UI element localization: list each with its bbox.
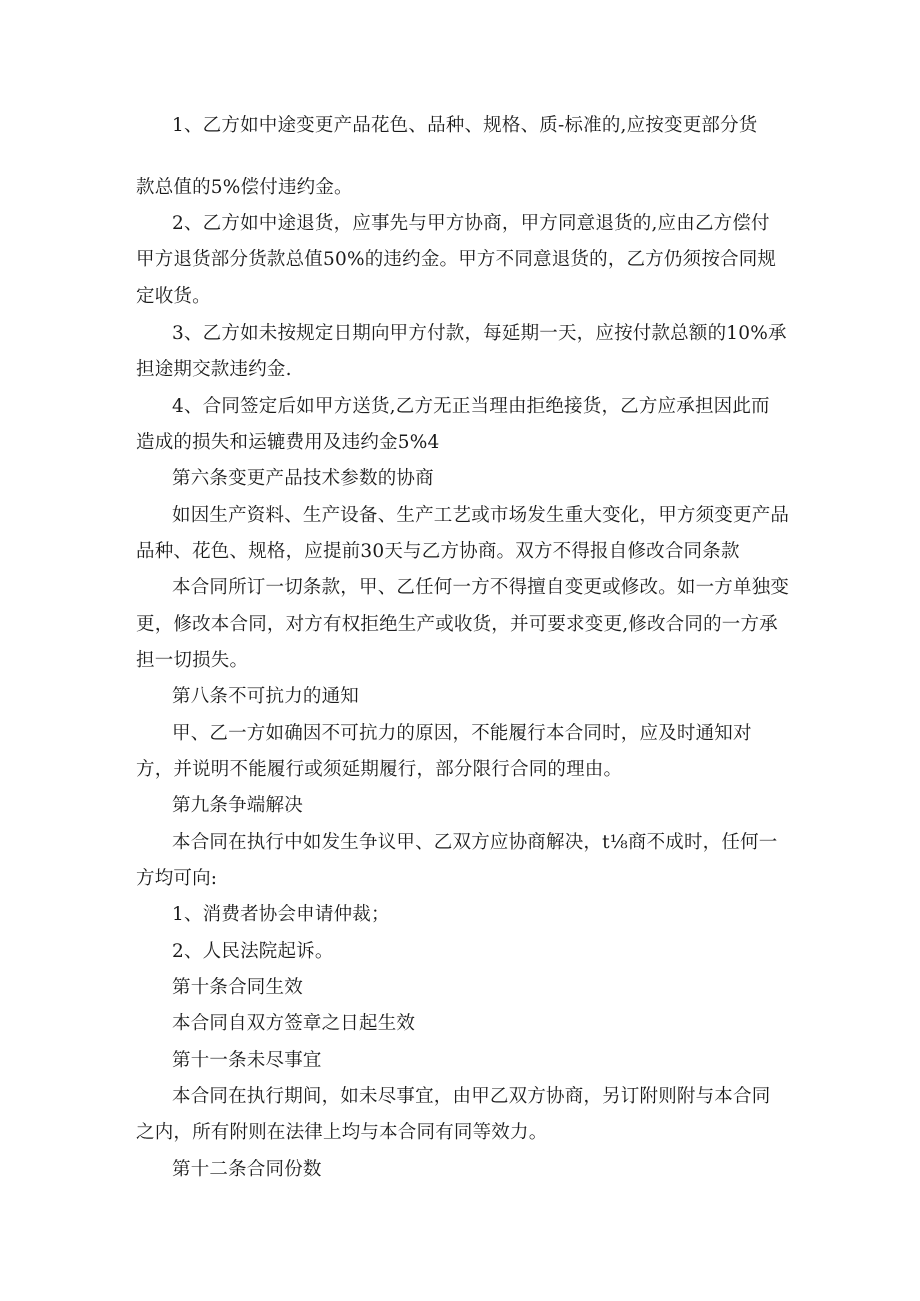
article-12-heading: 第十二条合同份数 [172,1159,322,1180]
article-10-line-1: 本合同自双方签章之日起生效 [172,1013,416,1034]
clause-1-line-2: 款总值的5%偿付违约金。 [136,177,353,198]
article-8-line-1: 甲、乙一方如确因不可抗力的原因，不能履行本合同时，应及时通知对 [172,723,752,744]
article-6-line-2: 品种、花色、规格，应提前30天与乙方协商。双方不得报自修改合同条款 [136,541,740,562]
clause-2-line-2: 甲方退货部分货款总值50%的违约金。甲方不同意退货的，乙方仍须按合同规 [136,249,777,270]
clause-3-line-2: 担途期交款违约金. [136,359,292,380]
article-6-heading: 第六条变更产品技术参数的协商 [172,468,434,489]
article-9-heading: 第九条争端解决 [172,795,303,816]
clause-4-line-1: 4、合同签定后如甲方送货,乙方无正当理由拒绝接货，乙方应承担因此而 [172,396,770,417]
article-11-line-2: 之内，所有附则在法律上均与本合同有同等效力。 [136,1122,548,1143]
clause-1-line-1: 1、乙方如中途变更产品花色、品种、规格、质-标准的,应按变更部分货 [172,115,758,136]
article-8-heading: 第八条不可抗力的通知 [172,686,360,707]
article-11-heading: 第十一条未尽事宜 [172,1050,322,1071]
clause-4-line-2: 造成的损失和运辘费用及违约金5%4 [136,432,440,453]
clause-2-line-3: 定收货。 [136,286,211,307]
article-8-line-2: 方，并说明不能履行或须延期履行，部分限行合同的理由。 [136,759,623,780]
article-9-option-1: 1、消费者协会申请仲裁； [172,904,390,925]
article-7-line-2: 更，修改本合同，对方有权拒绝生产或收货，并可要求变更,修改合同的一方承 [136,614,778,635]
article-7-line-1: 本合同所订一切条款，甲、乙任何一方不得擅自变更或修改。如一方单独变 [172,577,790,598]
article-9-option-2: 2、人民法院起诉。 [172,941,334,962]
article-6-line-1: 如因生产资料、生产设备、生产工艺或市场发生重大变化，甲方须变更产品 [172,505,790,526]
clause-3-line-1: 3、乙方如未按规定日期向甲方付款，每延期一天，应按付款总额的10%承 [172,323,787,344]
article-9-line-1: 本合同在执行中如发生争议甲、乙双方应协商解决，t⅛商不成时，任何一 [172,832,778,853]
article-11-line-1: 本合同在执行期间，如未尽事宜，由甲乙双方协商，另订附则附与本合同 [172,1086,771,1107]
article-7-line-3: 担一切损失。 [136,650,249,671]
article-9-line-2: 方均可向: [136,868,218,889]
clause-2-line-1: 2、乙方如中途退货，应事先与甲方协商，甲方同意退货的,应由乙方偿付 [172,213,770,234]
article-10-heading: 第十条合同生效 [172,977,303,998]
